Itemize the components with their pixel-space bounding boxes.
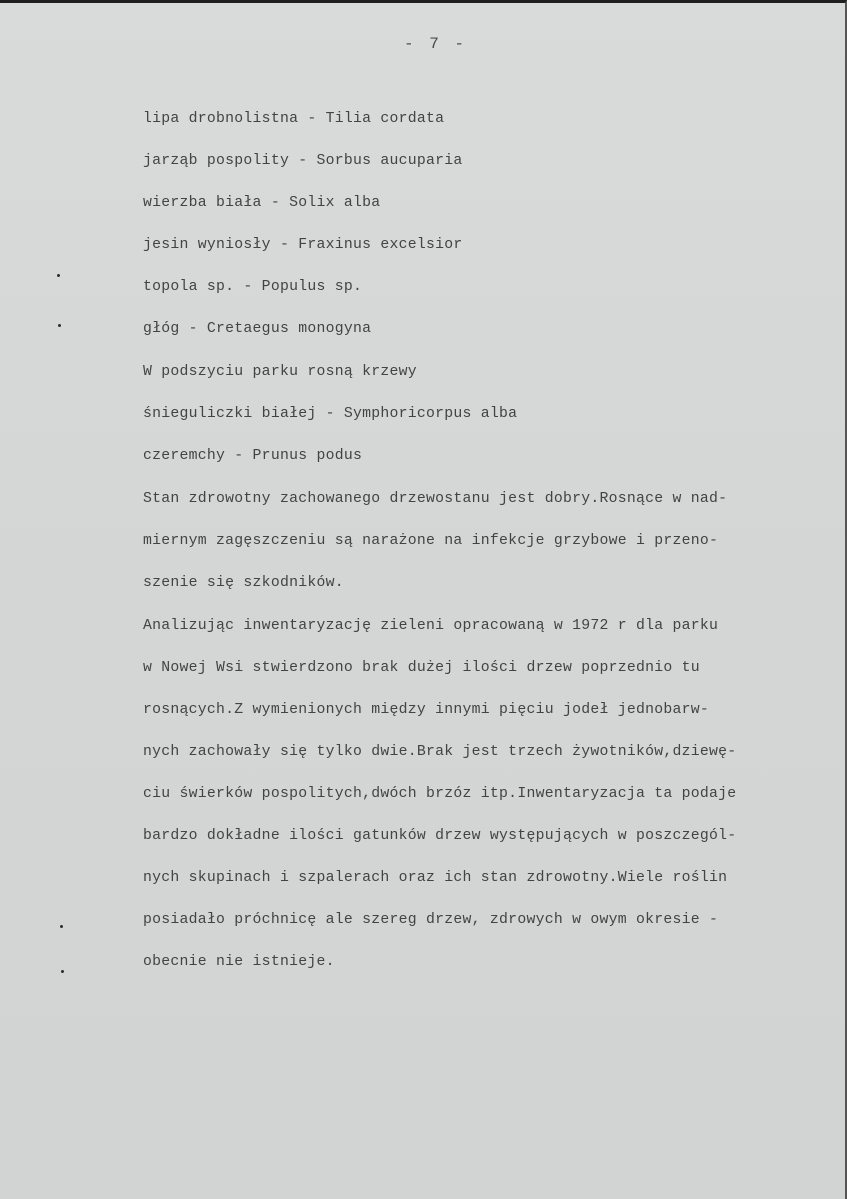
- species-line: lipa drobnolistna - Tilia cordata: [143, 111, 445, 127]
- margin-dot: [58, 324, 61, 327]
- margin-dot: [57, 274, 60, 277]
- paragraph-line: w Nowej Wsi stwierdzono brak dużej ilości drzew poprzednio tu: [143, 660, 700, 676]
- paragraph-line: ciu świerków pospolitych,dwóch brzóz itp.Inwentaryzacja ta podaje: [143, 786, 737, 802]
- paragraph-line: nych zachowały się tylko dwie.Brak jest trzech żywotników,dziewę-: [143, 744, 737, 760]
- species-line: topola sp. - Populus sp.: [143, 279, 363, 295]
- page-number: - 7 -: [404, 35, 468, 53]
- paragraph-line: miernym zagęszczeniu są narażone na infekcje grzybowe i przeno-: [143, 533, 719, 549]
- margin-dot: [61, 970, 64, 973]
- paragraph-line: bardzo dokładne ilości gatunków drzew występujących w poszczegól-: [143, 828, 737, 844]
- paragraph-line: nych skupinach i szpalerach oraz ich stan zdrowotny.Wiele roślin: [143, 870, 728, 886]
- undergrowth-intro: W podszyciu parku rosną krzewy: [143, 364, 417, 380]
- species-line: wierzba biała - Solix alba: [143, 195, 381, 211]
- paragraph-line: Stan zdrowotny zachowanego drzewostanu jest dobry.Rosnące w nad-: [143, 491, 728, 507]
- species-line: jarząb pospolity - Sorbus aucuparia: [143, 153, 463, 169]
- paragraph-line: Analizując inwentaryzację zieleni opracowaną w 1972 r dla parku: [143, 618, 719, 634]
- paragraph-line: rosnących.Z wymienionych między innymi pięciu jodeł jednobarw-: [143, 702, 710, 718]
- paragraph-line: szenie się szkodników.: [143, 575, 344, 591]
- paragraph-line: posiadało próchnicę ale szereg drzew, zdrowych w owym okresie -: [143, 912, 719, 928]
- shrub-line: czeremchy - Prunus podus: [143, 448, 363, 464]
- shrub-line: śnieguliczki białej - Symphoricorpus alba: [143, 406, 518, 422]
- species-line: głóg - Cretaegus monogyna: [143, 321, 372, 337]
- species-line: jesin wyniosły - Fraxinus excelsior: [143, 237, 463, 253]
- paragraph-line: obecnie nie istnieje.: [143, 954, 335, 970]
- margin-dot: [60, 925, 63, 928]
